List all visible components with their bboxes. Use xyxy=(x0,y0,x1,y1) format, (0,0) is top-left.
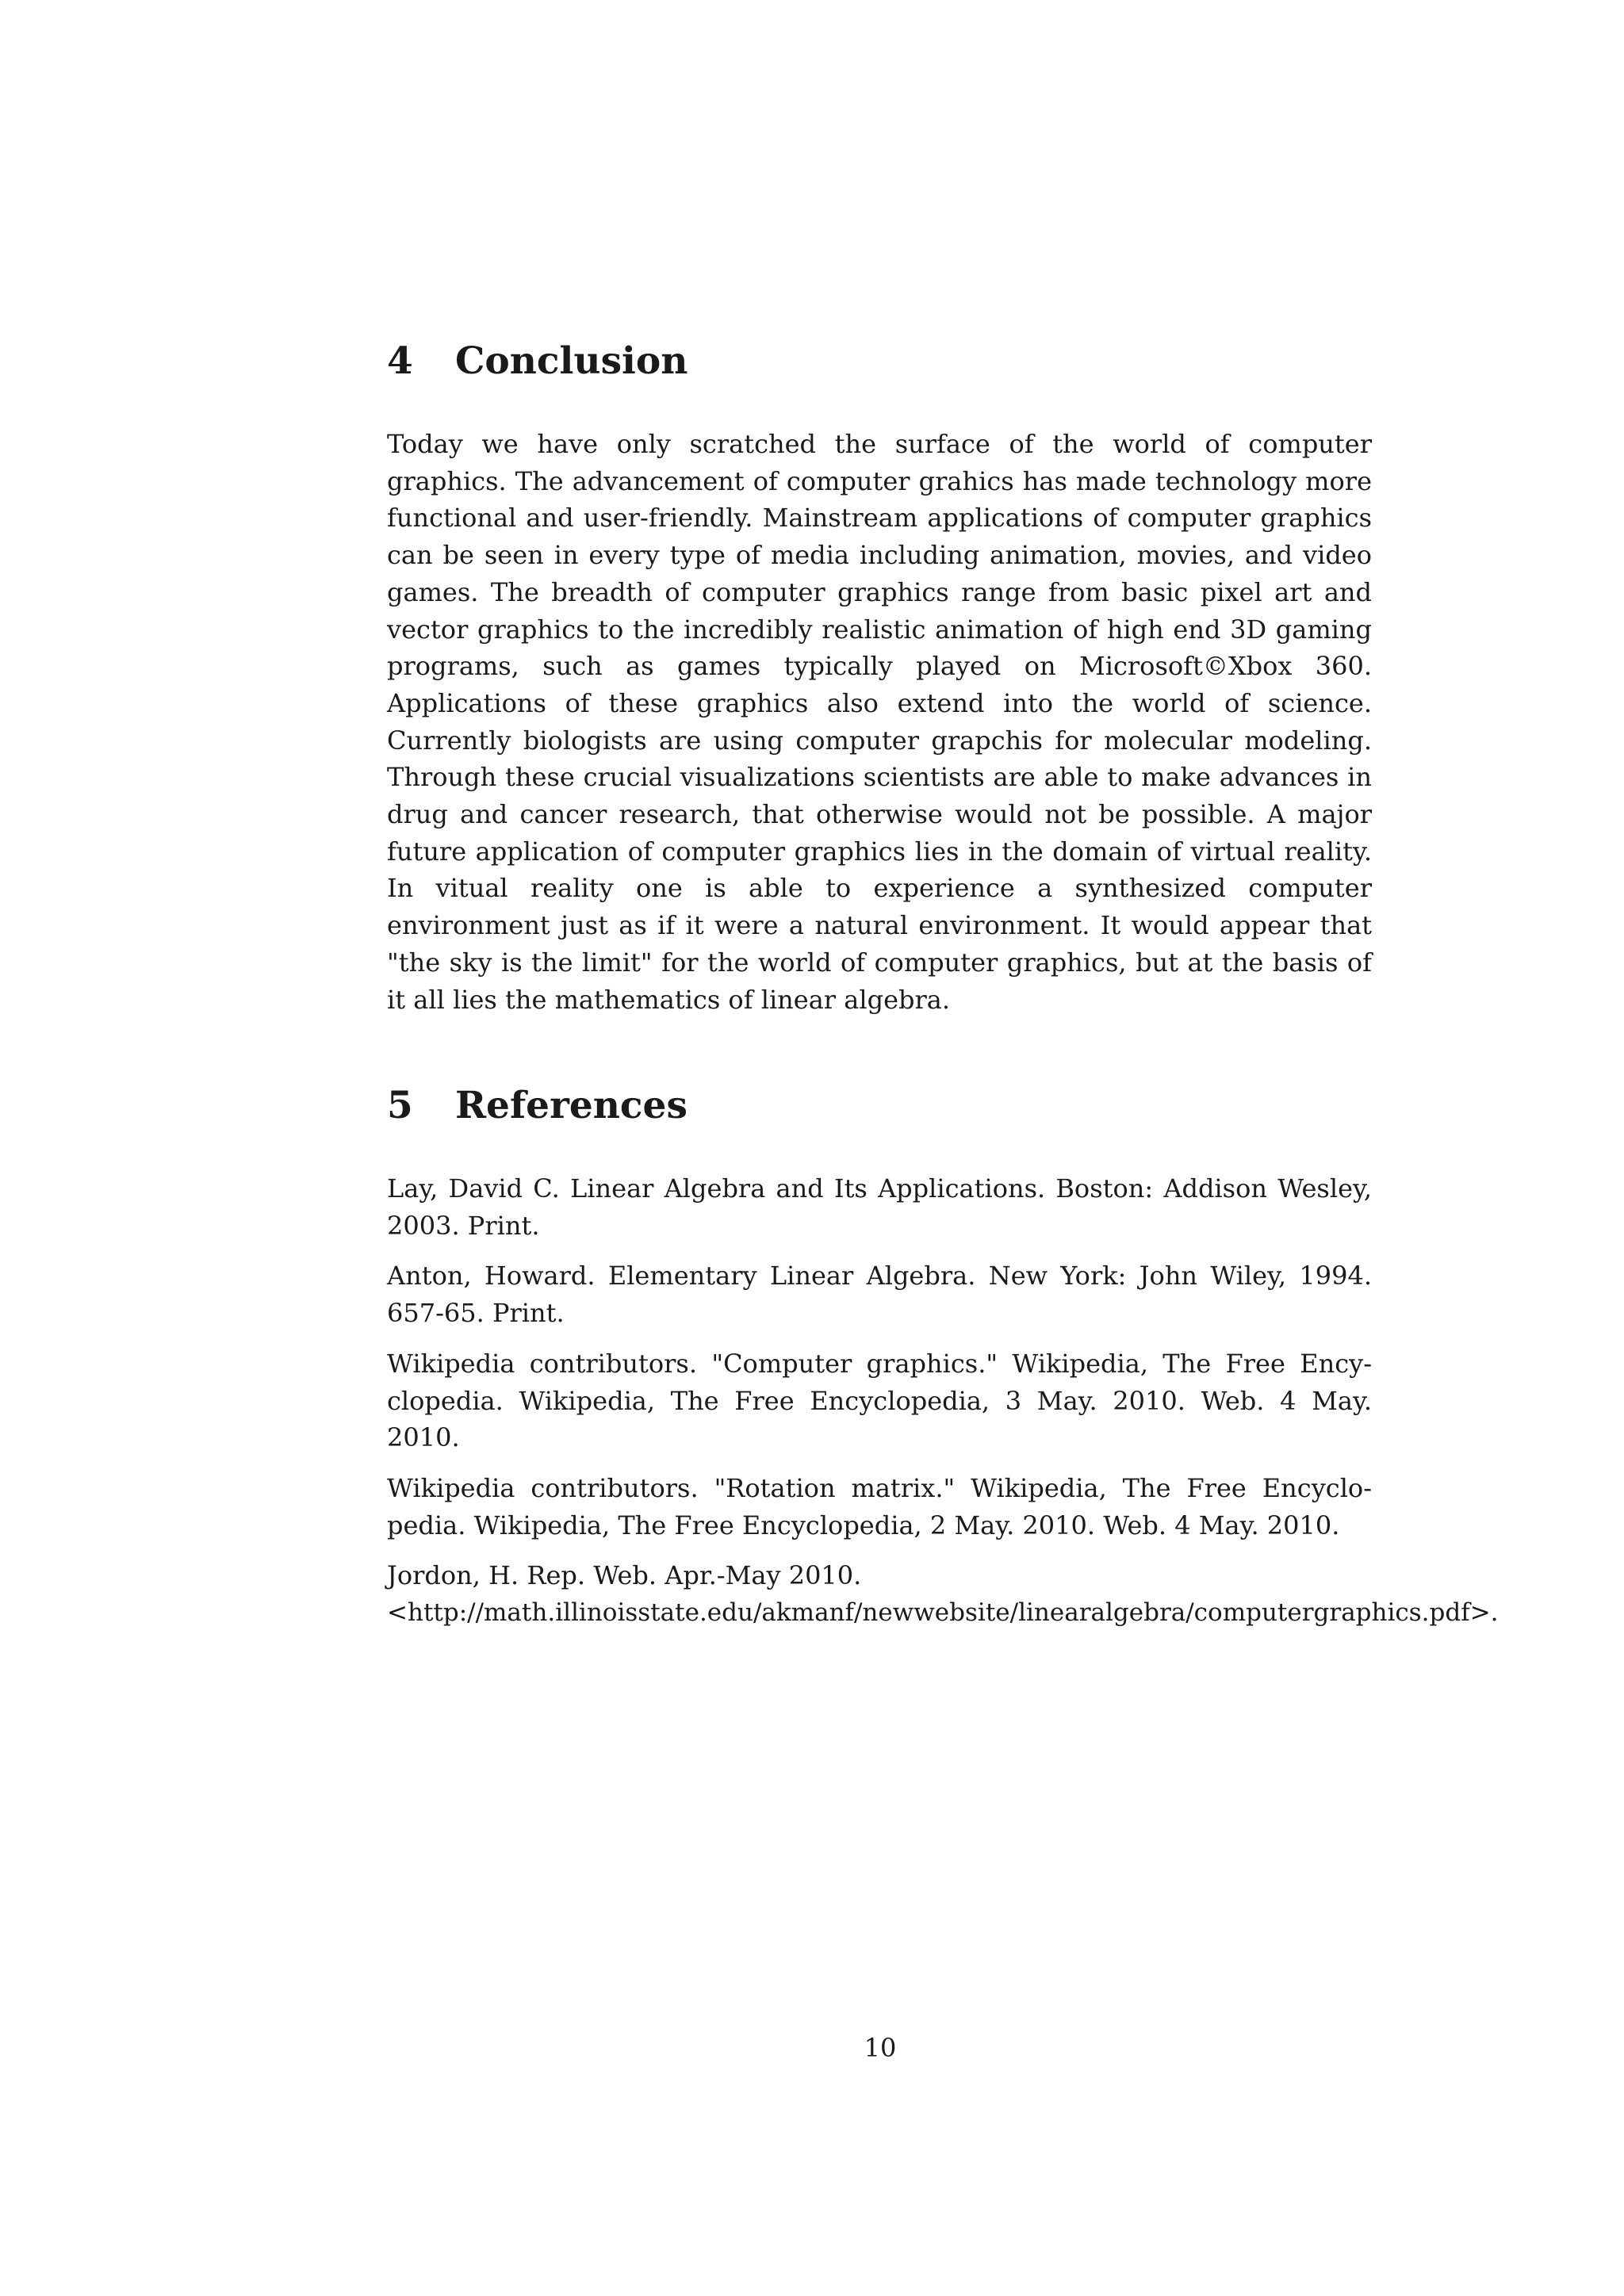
conclusion-heading xyxy=(387,339,1372,385)
references-section xyxy=(387,1083,1499,1645)
page-number: 10 xyxy=(864,2033,897,2063)
conclusion-section-title: Conclusion xyxy=(455,339,688,383)
reference-item-wikipedia-rotation-matrix: Wikipedia contributors. "Rotation matrix." Wikipedia, The Free Encyclopedia. Wikipedia, The Free Encyclopedia, 2 May. 2010. Web. 4 May. 2010. xyxy=(387,1472,1372,1540)
conclusion-paragraph: Today we have only scratched the surface of the world of computer graphics. The advancement of computer grahics has made technology more functional and user-friendly. Mainstream applications of computer graphics can be seen in every type of media including animation, movies, and video games. The breadth of computer graphics range from basic pixel art and vector graphics to the incredibly realistic animation of high end 3D gaming programs, such as games typically played on Microsoft©Xbox 360. Applications of these graphics also extend into the world of science. Currently biologists are using computer grapchis for molecular modeling. Through these crucial visualizations scientists are able to make advances in drug and cancer research, that otherwise would not be possible. A major future application of computer graphics lies in the domain of virtual reality. In vitual reality one is able to experience a synthesized computer environment just as if it were a natural environment. It would appear that "the sky is the limit" for the world of computer graphics, but at the basis of it all lies the mathematics of linear algebra. xyxy=(387,429,1372,1015)
reference-item-jordon xyxy=(387,1557,1499,1631)
conclusion-section xyxy=(387,339,1372,1018)
references-section-number: 5 xyxy=(387,1084,413,1127)
reference-jordon-url: <http://math.illinoisstate.edu/akmanf/newwebsite/linearalgebra/computergraphics.pdf>. xyxy=(387,1598,1499,1628)
references-heading xyxy=(387,1083,1372,1129)
reference-jordon-text: Jordon, H. Rep. Web. Apr.-May 2010. xyxy=(387,1560,862,1591)
conclusion-section-number: 4 xyxy=(387,339,413,383)
references-section-title: References xyxy=(455,1084,688,1127)
reference-item-lay: Lay, David C. Linear Algebra and Its Applications. Boston: Addison Wesley, 2003. Print. xyxy=(387,1173,1372,1241)
reference-item-wikipedia-computer-graphics: Wikipedia contributors. "Computer graphics." Wikipedia, The Free Encyclopedia. Wikipedia, The Free Encyclopedia, 3 May. 2010. Web. 4 May. 2010. xyxy=(387,1348,1372,1453)
reference-list xyxy=(387,1170,1499,1632)
reference-item-anton: Anton, Howard. Elementary Linear Algebra. New York: John Wiley, 1994. 657-65. Print. xyxy=(387,1261,1372,1329)
